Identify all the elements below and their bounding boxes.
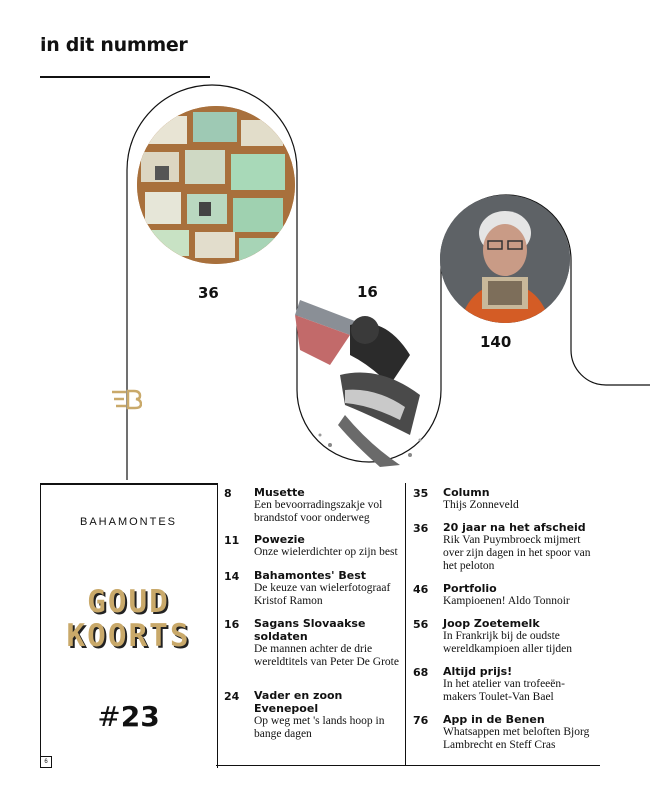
toc-entry[interactable]: [224, 533, 414, 559]
toc-entry[interactable]: [224, 486, 414, 525]
toc-title: Powezie: [254, 533, 305, 546]
toc-title: Sagans Slovaakse soldaten: [254, 617, 366, 643]
toc-title: Musette: [254, 486, 305, 499]
feature-page-16: 16: [357, 283, 378, 301]
headline-line-1: GOUD: [87, 584, 170, 620]
page-number: 6: [40, 756, 52, 768]
toc-entry[interactable]: [413, 521, 593, 573]
toc-entry[interactable]: [413, 665, 593, 704]
headline-line-2: KOORTS: [66, 618, 191, 654]
toc-desc: De mannen achter de drie wereldtitels van Peter De Grote: [254, 643, 399, 668]
toc-desc: Onze wielerdichter op zijn best: [254, 546, 398, 558]
toc-page: 68: [413, 666, 429, 679]
toc-title: Bahamontes' Best: [254, 569, 367, 582]
toc-title: Column: [443, 486, 490, 499]
feature-page-36: 36: [198, 284, 219, 302]
toc-page: 11: [224, 534, 240, 547]
toc-entry[interactable]: [224, 617, 409, 669]
toc-title: App in de Benen: [443, 713, 545, 726]
bahamontes-logo-icon: [110, 388, 142, 415]
toc-entry[interactable]: [413, 582, 593, 608]
toc-desc: Een bevoorradingszakje vol brandstof voor onderweg: [254, 499, 383, 524]
toc-page: 16: [224, 618, 240, 631]
toc-page: 56: [413, 618, 429, 631]
toc-bottom-rule: [216, 765, 600, 766]
toc-desc: De keuze van wielerfotograaf Kristof Ramon: [254, 582, 391, 607]
toc-desc: Thijs Zonneveld: [443, 499, 519, 511]
toc-title: Joop Zoetemelk: [443, 617, 540, 630]
toc-page: 36: [413, 522, 429, 535]
toc-desc: Op weg met 's lands hoop in bange dagen: [254, 715, 385, 740]
toc-title: Portfolio: [443, 582, 497, 595]
portrait-photo: [440, 195, 570, 323]
toc-title: Altijd prijs!: [443, 665, 513, 678]
press-passes-image: [137, 106, 295, 264]
toc-page: 24: [224, 690, 240, 703]
toc-page: 76: [413, 714, 429, 727]
toc-entry[interactable]: [224, 569, 414, 608]
toc-desc: In Frankrijk bij de oudste wereldkampioen aller tijden: [443, 630, 573, 655]
press-passes-photo: [137, 106, 295, 264]
old-man-portrait: [440, 195, 570, 323]
brand-name: BAHAMONTES: [79, 516, 177, 528]
toc-page: 14: [224, 570, 240, 583]
toc-entry[interactable]: [413, 713, 593, 752]
page-heading: in dit nummer: [40, 34, 188, 56]
toc-page: 8: [224, 487, 232, 500]
toc-entry[interactable]: [413, 486, 593, 512]
toc-page: 35: [413, 487, 429, 500]
toc-title: Vader en zoon Evenepoel: [254, 689, 343, 715]
toc-desc: Whatsappen met beloften Bjorg Lambrecht en Steff Cras: [443, 726, 590, 751]
toc-desc: Kampioenen! Aldo Tonnoir: [443, 595, 570, 607]
issue-hash: #: [97, 700, 121, 733]
toc-entry[interactable]: [224, 689, 409, 741]
cyclist-illustration: [290, 295, 435, 470]
issue-digits: 23: [120, 700, 160, 733]
toc-page: 46: [413, 583, 429, 596]
issue-number: [40, 700, 217, 733]
toc-entry[interactable]: [413, 617, 593, 656]
toc-title: 20 jaar na het afscheid: [443, 521, 586, 534]
toc-desc: In het atelier van trofeeën-makers Toulet-Van Bael: [443, 678, 565, 703]
toc-desc: Rik Van Puymbroeck mijmert over zijn dagen in het spoor van het peloton: [443, 534, 591, 572]
feature-page-140: 140: [480, 333, 512, 351]
cover-headline: [40, 585, 217, 653]
